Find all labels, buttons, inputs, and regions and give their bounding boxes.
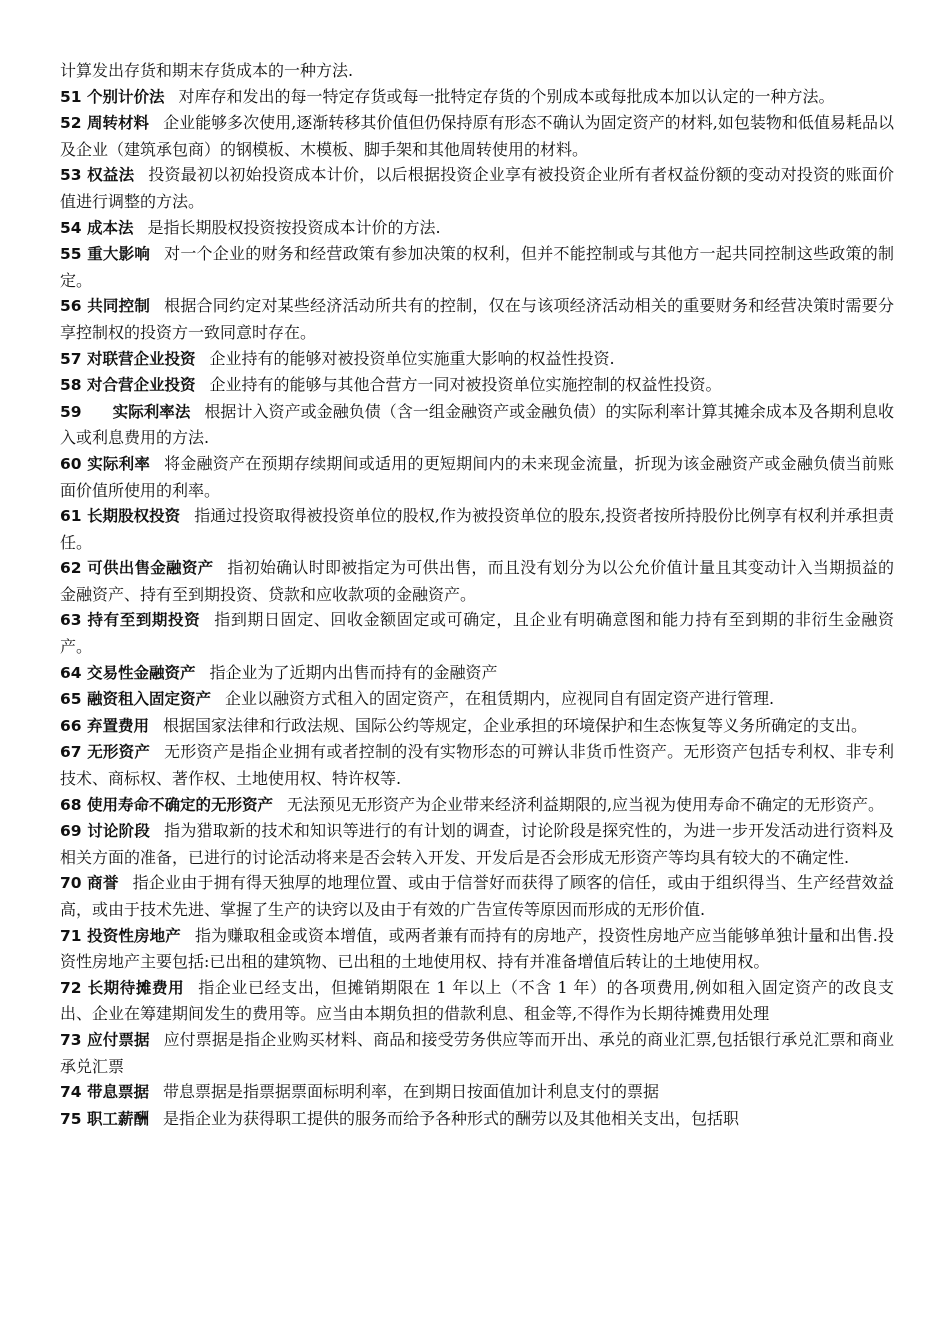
glossary-definition: 对库存和发出的每一特定存货或每一批特定存货的个别成本或每批成本加以认定的一种方法。 xyxy=(178,86,835,106)
glossary-term: 73 应付票据 xyxy=(60,1030,150,1049)
glossary-term: 52 周转材料 xyxy=(60,114,150,133)
glossary-term: 61 长期股权投资 xyxy=(60,507,181,526)
glossary-entry xyxy=(60,686,894,713)
glossary-entry xyxy=(60,792,894,819)
glossary-entry xyxy=(60,110,894,162)
glossary-entry xyxy=(60,660,894,687)
glossary-definition: 是指长期股权投资按投资成本计价的方法. xyxy=(147,217,441,237)
glossary-entry xyxy=(60,503,894,555)
glossary-term: 74 带息票据 xyxy=(60,1083,149,1102)
glossary-definition: 无形资产是指企业拥有或者控制的没有实物形态的可辨认非货币性资产。无形资产包括专利权、非专利技术、商标权、著作权、土地使用权、特许权等. xyxy=(60,742,894,789)
glossary-definition: 指为赚取租金或资本增值，或两者兼有而持有的房地产，投资性房地产应当能够单独计量和出售.投资性房地产主要包括:已出租的建筑物、已出租的土地使用权、持有并准备增值后转让的土地使用权。 xyxy=(60,925,895,972)
glossary-entry xyxy=(60,870,894,922)
glossary-entry xyxy=(60,923,894,975)
glossary-entry xyxy=(60,713,894,740)
glossary-term: 62 可供出售金融资产 xyxy=(60,559,214,578)
glossary-term: 63 持有至到期投资 xyxy=(60,611,201,630)
glossary-definition: 根据计入资产或金融负债（含一组金融资产或金融负债）的实际利率计算其摊余成本及各期利息收入或利息费用的方法. xyxy=(60,401,894,448)
glossary-entry xyxy=(60,555,894,607)
glossary-term: 55 重大影响 xyxy=(60,245,151,264)
glossary-definition: 根据合同约定对某些经济活动所共有的控制，仅在与该项经济活动相关的重要财务和经营决策时需要分享控制权的投资方一致同意时存在。 xyxy=(60,296,894,342)
glossary-term: 54 成本法 xyxy=(60,218,134,237)
glossary-definition: 指到期日固定、回收金额固定或可确定，且企业有明确意图和能力持有至到期的非衍生金融资产。 xyxy=(60,610,894,657)
glossary-definition: 指初始确认时即被指定为可供出售，而且没有划分为以公允价值计量且其变动计入当期损益的金融资产、持有至到期投资、贷款和应收款项的金融资产。 xyxy=(60,558,894,604)
glossary-term: 75 职工薪酬 xyxy=(60,1109,149,1128)
glossary-term: 72 长期待摊费用 xyxy=(60,978,185,997)
glossary-entry xyxy=(60,399,894,451)
continued-text: 计算发出存货和期末存货成本的一种方法. xyxy=(60,61,354,80)
glossary-definition: 企业能够多次使用,逐渐转移其价值但仍保持原有形态不确认为固定资产的材料,如包装物和低值易耗品以及企业（建筑承包商）的钢模板、木模板、脚手架和其他周转使用的材料。 xyxy=(60,113,894,159)
glossary-entry xyxy=(60,346,894,373)
glossary-term: 71 投资性房地产 xyxy=(60,926,181,945)
glossary-definition: 企业持有的能够对被投资单位实施重大影响的权益性投资. xyxy=(209,348,615,368)
glossary-entry xyxy=(60,215,894,242)
glossary-entry xyxy=(60,84,894,111)
glossary-definition: 应付票据是指企业购买材料、商品和接受劳务供应等而开出、承兑的商业汇票,包括银行承兑汇票和商业承兑汇票 xyxy=(60,1029,894,1076)
glossary-entry xyxy=(60,162,894,214)
glossary-term: 60 实际利率 xyxy=(60,454,151,473)
glossary-definition: 对一个企业的财务和经营政策有参加决策的权利，但并不能控制或与其他方一起共同控制这些政策的制定。 xyxy=(60,244,894,290)
glossary-definition: 投资最初以初始投资成本计价，以后根据投资企业享有被投资企业所有者权益份额的变动对投资的账面价值进行调整的方法。 xyxy=(60,165,894,211)
glossary-list xyxy=(60,84,894,1133)
glossary-entry xyxy=(60,818,894,870)
glossary-entry xyxy=(60,739,894,791)
glossary-term: 65 融资租入固定资产 xyxy=(60,690,211,709)
glossary-entry xyxy=(60,975,894,1027)
glossary-definition: 根据国家法律和行政法规、国际公约等规定，企业承担的环境保护和生态恢复等义务所确定的支出。 xyxy=(162,715,867,735)
glossary-term: 69 讨论阶段 xyxy=(60,822,151,841)
glossary-definition: 指企业为了近期内出售而持有的金融资产 xyxy=(209,662,498,682)
glossary-term: 64 交易性金融资产 xyxy=(60,663,196,682)
glossary-definition: 指企业已经支出，但摊销期限在 1 年以上（不含 1 年）的各项费用,例如租入固定资产的改良支出、企业在筹建期间发生的费用等。应当由本期负担的借款利息、租金等,不得作为长期待摊费用处理 xyxy=(60,977,894,1024)
glossary-definition: 指通过投资取得被投资单位的股权,作为被投资单位的股东,投资者按所持股份比例享有权利并承担责任。 xyxy=(60,506,894,552)
glossary-definition: 指为猎取新的技术和知识等进行的有计划的调查，讨论阶段是探究性的，为进一步开发活动进行资料及相关方面的准备，已进行的讨论活动将来是否会转入开发、开发后是否会形成无形资产等均具有较大的不确定性. xyxy=(60,821,894,867)
glossary-entry xyxy=(60,607,894,659)
glossary-term: 59 实际利率法 xyxy=(60,402,191,421)
glossary-definition: 将金融资产在预期存续期间或适用的更短期间内的未来现金流量，折现为该金融资产或金融负债当前账面价值所使用的利率。 xyxy=(60,453,894,500)
glossary-term: 56 共同控制 xyxy=(60,297,151,316)
glossary-term: 58 对合营企业投资 xyxy=(60,376,196,395)
glossary-term: 53 权益法 xyxy=(60,166,135,185)
glossary-entry xyxy=(60,451,894,503)
glossary-definition: 企业持有的能够与其他合营方一同对被投资单位实施控制的权益性投资。 xyxy=(209,375,722,395)
glossary-entry xyxy=(60,241,894,293)
glossary-term: 51 个别计价法 xyxy=(60,87,165,106)
glossary-entry xyxy=(60,1079,894,1106)
glossary-entry xyxy=(60,293,894,345)
glossary-entry xyxy=(60,1106,894,1133)
glossary-term: 67 无形资产 xyxy=(60,743,151,762)
glossary-term: 66 弃置费用 xyxy=(60,716,149,735)
glossary-entry xyxy=(60,372,894,399)
glossary-term: 68 使用寿命不确定的无形资产 xyxy=(60,795,273,814)
glossary-definition: 企业以融资方式租入的固定资产，在租赁期内，应视同自有固定资产进行管理. xyxy=(224,689,775,709)
glossary-definition: 带息票据是指票据票面标明利率，在到期日按面值加计利息支付的票据 xyxy=(162,1082,659,1102)
glossary-definition: 是指企业为获得职工提供的服务而给予各种形式的酬劳以及其他相关支出，包括职 xyxy=(162,1108,739,1128)
glossary-term: 70 商誉 xyxy=(60,874,119,893)
glossary-entry xyxy=(60,1027,894,1079)
glossary-term: 57 对联营企业投资 xyxy=(60,349,196,368)
glossary-definition: 指企业由于拥有得天独厚的地理位置、或由于信誉好而获得了顾客的信任，或由于组织得当、生产经营效益高，或由于技术先进、掌握了生产的诀窍以及由于有效的广告宣传等原因而形成的无形价值. xyxy=(60,873,894,919)
glossary-definition: 无法预见无形资产为企业带来经济利益期限的,应当视为使用寿命不确定的无形资产。 xyxy=(286,794,885,814)
